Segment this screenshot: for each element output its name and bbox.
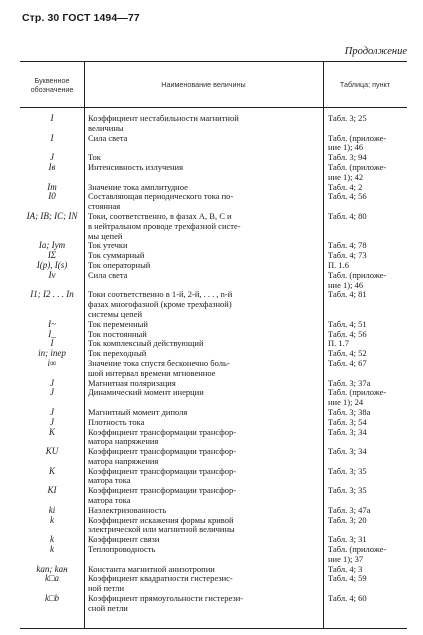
symbol-cell: i∞ xyxy=(47,358,57,368)
reference-cell: Табл. 3; 25 xyxy=(328,114,367,123)
reference-cell: Табл. 4; 60 xyxy=(328,594,367,604)
name-cell: Токи соответственно в 1-й, 2-й, . . . , n-й фазах многофазной (кроме трехфазной) системы цепей xyxy=(88,290,233,319)
symbol-cell: K xyxy=(48,466,55,476)
reference-cell: Табл. (приложе- ние 1); 42 xyxy=(328,162,387,182)
name-cell: Константа магнитной анизотропии xyxy=(88,564,215,574)
name-cell: Коэффициент трансформации трансфор- матора напряжения xyxy=(88,447,237,466)
reference-cell: Табл. 4; 73 xyxy=(328,251,367,261)
name-cell: Ток утечки xyxy=(88,241,128,251)
name-cell: Коэффициент трансформации трансфор- матора тока xyxy=(88,486,237,506)
table-row xyxy=(20,565,407,575)
symbol-cell: KU xyxy=(45,447,59,457)
symbol-cell: KI xyxy=(47,486,57,496)
name-cell: Коэффициент искажения формы кривой электрической или магнитной величины xyxy=(88,515,235,535)
symbol-cell: I~ xyxy=(48,319,56,329)
table-row xyxy=(20,379,407,389)
name-cell: Ток комплексный действующий xyxy=(88,339,204,349)
symbol-cell: Ia; Iут xyxy=(38,241,66,251)
table-row xyxy=(20,114,407,134)
reference-cell: Табл. 4; 2 xyxy=(328,182,363,192)
name-cell: Коэффициент связи xyxy=(88,535,160,545)
table-row xyxy=(20,428,407,448)
table-body xyxy=(20,114,407,614)
symbol-cell: Iv xyxy=(48,270,56,280)
name-cell: Ток переходный xyxy=(88,349,147,359)
reference-cell: Табл. 3; 20 xyxy=(328,515,367,525)
table-row xyxy=(20,163,407,183)
symbol-cell: iп; iпер xyxy=(38,349,66,359)
name-cell: Коэффициент прямоугольности гистерези- сной петли xyxy=(88,594,244,613)
reference-cell: Табл. 4; 67 xyxy=(328,358,367,368)
reference-cell: Табл. (приложе- ние 1); 37 xyxy=(328,545,387,564)
name-cell: Коэффициент квадратности гистерезис- ной петли xyxy=(88,574,233,594)
table-row xyxy=(20,594,407,614)
name-cell: Токи, соответственно, в фазах A, B, C и в нейтральном проводе трехфазной систе- мы цепей xyxy=(88,211,241,241)
name-cell: Магнитная поляризация xyxy=(88,378,176,388)
table-row xyxy=(20,535,407,545)
reference-cell: П. 1.7 xyxy=(328,339,350,349)
name-cell: Коэффициент трансформации трансфор- матора тока xyxy=(88,466,237,486)
symbol-cell: I xyxy=(50,339,54,349)
reference-cell: Табл. 3; 47а xyxy=(328,505,371,515)
table-row xyxy=(20,339,407,349)
name-cell: Ток постоянный xyxy=(88,329,147,339)
table-row xyxy=(20,516,407,536)
reference-cell: Табл. 4; 81 xyxy=(328,290,367,300)
name-cell: Плотность тока xyxy=(88,417,145,427)
name-cell: Составляющая периодического тока по- стоянная xyxy=(88,192,234,212)
table-row xyxy=(20,408,407,418)
table-row xyxy=(20,183,407,193)
table-row xyxy=(20,251,407,261)
column-header-reference: Таблица; пункт xyxy=(339,80,391,89)
symbol-cell: I(p), I(s) xyxy=(36,260,68,270)
header-divider xyxy=(20,107,407,108)
reference-cell: Табл. 4; 51 xyxy=(328,319,367,329)
name-cell: Наэлектризованность xyxy=(88,505,167,515)
symbol-cell: IΣ xyxy=(47,251,57,261)
table-row xyxy=(20,241,407,251)
symbol-cell: k xyxy=(50,545,54,555)
symbol-cell: k□b xyxy=(45,594,59,604)
table-row xyxy=(20,359,407,379)
name-cell: Ток суммарный xyxy=(88,251,145,261)
name-cell: Сила света xyxy=(88,133,128,143)
table-row xyxy=(20,290,407,319)
symbol-cell: K xyxy=(48,427,55,437)
reference-cell: Табл. 3; 35 xyxy=(328,466,367,476)
symbol-cell: I0 xyxy=(48,192,56,202)
table-row xyxy=(20,349,407,359)
symbol-cell: ki xyxy=(48,505,56,515)
name-cell: Ток операторный xyxy=(88,260,151,270)
symbol-cell: k□a xyxy=(45,574,59,584)
table-row xyxy=(20,261,407,271)
table-row xyxy=(20,212,407,241)
table-row xyxy=(20,320,407,330)
table-row xyxy=(20,486,407,506)
reference-cell: Табл. 4; 3 xyxy=(328,564,363,574)
reference-cell: Табл. 3; 31 xyxy=(328,535,367,545)
name-cell: Магнитный момент диполя xyxy=(88,407,188,417)
column-header-symbol: Буквенное обозначение xyxy=(30,75,74,94)
reference-cell: Табл. 3; 35 xyxy=(328,486,367,496)
reference-cell: Табл. 4; 56 xyxy=(328,329,367,339)
symbol-cell: Iв xyxy=(48,162,56,172)
symbol-cell: J xyxy=(50,378,54,388)
symbol-cell: J xyxy=(50,388,54,398)
table-row xyxy=(20,545,407,565)
reference-cell: Табл. 3; 94 xyxy=(328,153,367,163)
symbol-cell: I1; I2 . . . In xyxy=(30,290,74,300)
table-row xyxy=(20,192,407,212)
name-cell: Интенсивность излучения xyxy=(88,162,184,172)
table-row xyxy=(20,388,407,408)
table-row xyxy=(20,447,407,467)
symbol-cell: Im xyxy=(47,182,57,192)
reference-cell: Табл. (приложе- ние 1); 46 xyxy=(328,133,387,153)
symbol-cell: k xyxy=(50,515,54,525)
reference-cell: П. 1.6 xyxy=(328,260,350,270)
table-row xyxy=(20,418,407,428)
name-cell: Динамический момент инерции xyxy=(88,388,204,398)
page-header: Стр. 30 ГОСТ 1494—77 xyxy=(22,12,140,24)
name-cell: Значение тока спустя бесконечно боль- шой интервал времени мгновенное xyxy=(88,358,230,378)
symbol-cell: I xyxy=(50,114,54,123)
reference-cell: Табл. 3; 34 xyxy=(328,427,367,437)
reference-cell: Табл. 4; 78 xyxy=(328,241,367,251)
table-row xyxy=(20,574,407,594)
reference-cell: Табл. 3; 54 xyxy=(328,417,367,427)
symbol-cell: k xyxy=(50,535,54,545)
continuation-label: Продолжение xyxy=(344,46,407,57)
symbol-cell: kап; kан xyxy=(36,564,68,574)
name-cell: Ток xyxy=(88,153,101,163)
table-row xyxy=(20,134,407,154)
reference-cell: Табл. 4; 56 xyxy=(328,192,367,202)
table-row xyxy=(20,153,407,163)
name-cell: Коэффициент нестабильности магнитной величины xyxy=(88,114,239,133)
symbol-cell: I xyxy=(50,133,54,143)
reference-cell: Табл. 3; 37а xyxy=(328,378,371,388)
symbol-cell: J xyxy=(50,417,54,427)
symbol-cell: J xyxy=(50,153,54,163)
reference-cell: Табл. 3; 34 xyxy=(328,447,367,457)
column-header-name: Наименование величины xyxy=(161,80,246,89)
reference-cell: Табл. (приложе- ние 1); 46 xyxy=(328,270,387,290)
reference-cell: Табл. (приложе- ние 1); 24 xyxy=(328,388,387,408)
name-cell: Ток переменный xyxy=(88,319,148,329)
table-row xyxy=(20,330,407,340)
notation-table xyxy=(20,61,407,629)
reference-cell: Табл. 4; 52 xyxy=(328,349,367,359)
reference-cell: Табл. 4; 59 xyxy=(328,574,367,584)
symbol-cell: IA; IB; IC; IN xyxy=(26,211,78,221)
table-row xyxy=(20,506,407,516)
name-cell: Сила света xyxy=(88,270,128,280)
name-cell: Коэффициент трансформации трансфор- матора напряжения xyxy=(88,427,237,447)
reference-cell: Табл. 3; 38а xyxy=(328,407,371,417)
table-row xyxy=(20,467,407,487)
symbol-cell: I_ xyxy=(48,329,56,339)
name-cell: Значение тока амплитудное xyxy=(88,182,188,192)
reference-cell: Табл. 4; 80 xyxy=(328,211,367,221)
symbol-cell: J xyxy=(50,407,54,417)
table-row xyxy=(20,271,407,291)
name-cell: Теплопроводность xyxy=(88,545,156,555)
